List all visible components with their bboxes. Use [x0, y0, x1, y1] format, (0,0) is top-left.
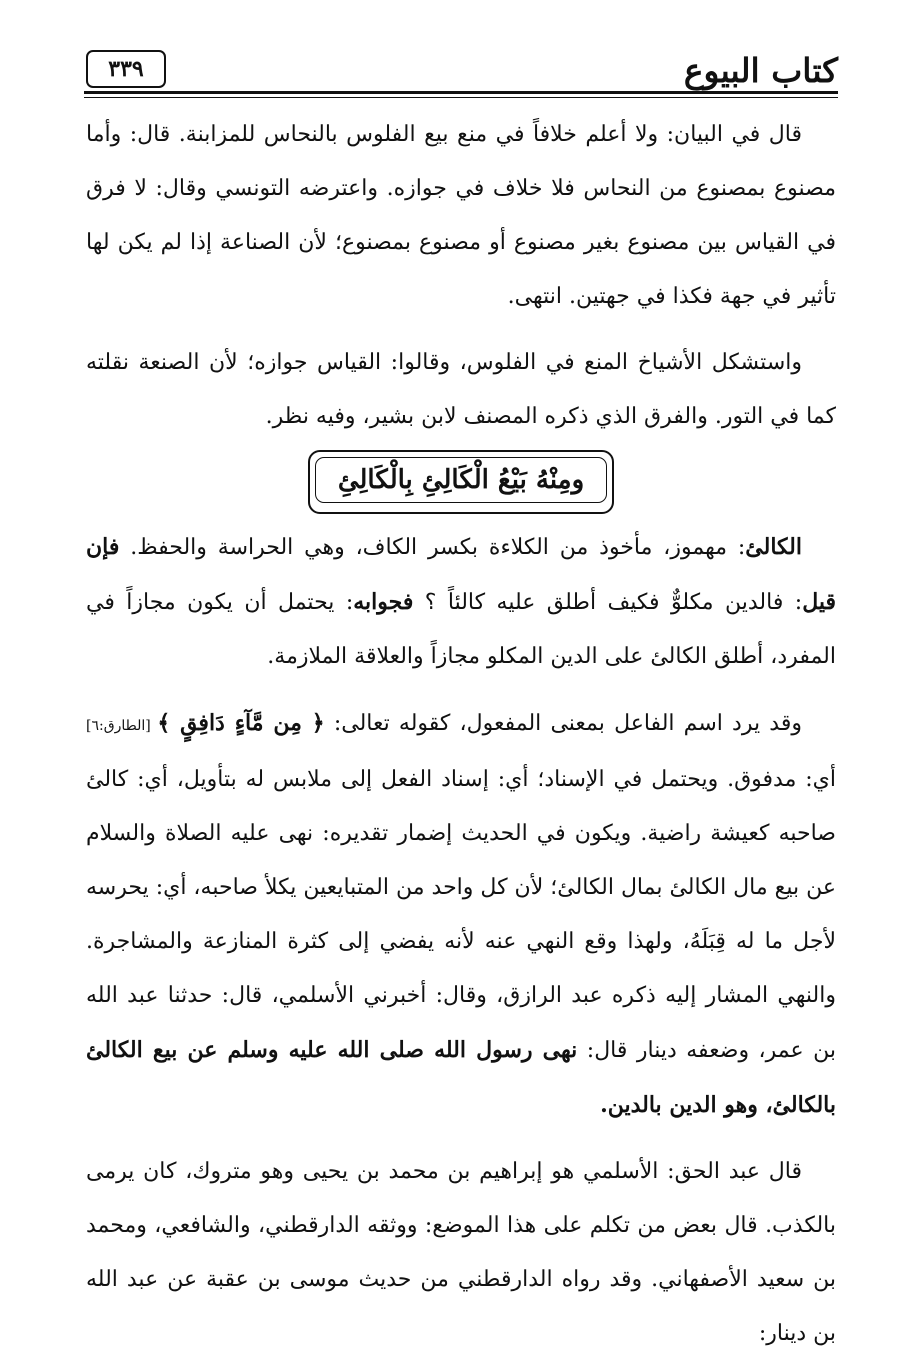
page-number: ٣٣٩ — [86, 50, 166, 88]
header-rule-thin — [84, 97, 838, 98]
paragraph-4 — [86, 696, 836, 1133]
paragraph-3-text-a: : مهموز، مأخوذ من الكلاءة بكسر الكاف، وهي الحراسة والحفظ. — [119, 535, 746, 560]
quran-verse: ﴿ مِن مَّآءٍ دَافِقٍ ﴾ — [157, 710, 325, 736]
paragraph-1: قال في البيان: ولا أعلم خلافاً في منع بيع الفلوس بالنحاس للمزابنة. قال: وأما مصنوع بمصنوع من النحاس فلا خلاف في جوازه. واعترضه التونسي وقال: لا فرق في القياس بين مصنوع بغير مصنوع أو مصنوع بمصنوع؛ لأن الصناعة إذا لم يكن لها تأثير في جهة فكذا في جهتين. انتهى. — [86, 122, 836, 309]
paragraph-3-text-c: : يحتمل أن يكون مجازاً في المفرد، أطلق الكالئ على الدين المكلو مجازاً والعلاقة الملازمة. — [86, 590, 836, 669]
paragraph-3-text-b: : فالدين مكلوٌّ فكيف أطلق عليه كالئاً ؟ — [413, 590, 803, 615]
section-heading: ومِنْهُ بَيْعُ الْكَالِئِ بِالْكَالِئِ — [315, 457, 607, 503]
paragraph-4-text-b: أي: مدفوق. ويحتمل في الإسناد؛ أي: إسناد الفعل إلى ملابس له بتأويل، أي: كالئ صاحبه كعيشة راضية. ويكون في الحديث إضمار تقديره: نهى عليه الصلاة والسلام عن بيع مال الكالئ بمال الكالئ؛ لأن كل واحد من المتبايعين يكلأ صاحبه، أي: يحرسه لأجل ما له قِبَلَهُ، ولهذا وقع النهي عنه لأنه يفضي إلى كثرة المنازعة والمشاجرة. والنهي المشار إليه ذكره عبد الرازق، وقال: أخبرني الأسلمي، قال: حدثنا عبد الله بن عمر، وضعفه دينار قال: — [86, 767, 836, 1063]
answer-label: فجوابه — [353, 589, 414, 615]
section-heading-wrap — [86, 450, 836, 514]
paragraph-5: قال عبد الحق: الأسلمي هو إبراهيم بن محمد بن يحيى وهو متروك، كان يرمى بالكذب. قال بعض من تكلم على هذا الموضع: ووثقه الدارقطني، والشافعي، ومحمد بن سعيد الأصفهاني. وقد رواه الدارقطني من حديث موسى بن عقبة عن عبد الله بن دينار: — [86, 1159, 836, 1346]
paragraph-3 — [86, 520, 836, 684]
page-body — [86, 108, 836, 1361]
term-kali: الكالئ — [745, 534, 802, 560]
hadith-text: نهى رسول الله صلى الله عليه وسلم عن بيع الكالئ بالكالئ، وهو الدين بالدين. — [86, 1037, 836, 1118]
objection-label: فإن قيل — [86, 534, 837, 615]
book-title: كتاب البيوع — [683, 51, 838, 90]
section-heading-frame — [308, 450, 614, 514]
verse-reference: [الطارق:٦] — [86, 718, 158, 734]
header-rule-thick — [84, 91, 838, 94]
paragraph-4-text-a: وقد يرد اسم الفاعل بمعنى المفعول، كقوله تعالى: — [324, 711, 802, 736]
paragraph-2: واستشكل الأشياخ المنع في الفلوس، وقالوا: القياس جوازه؛ لأن الصنعة نقلته كما في التور. والفرق الذي ذكره المصنف لابن بشير، وفيه نظر. — [86, 350, 836, 429]
